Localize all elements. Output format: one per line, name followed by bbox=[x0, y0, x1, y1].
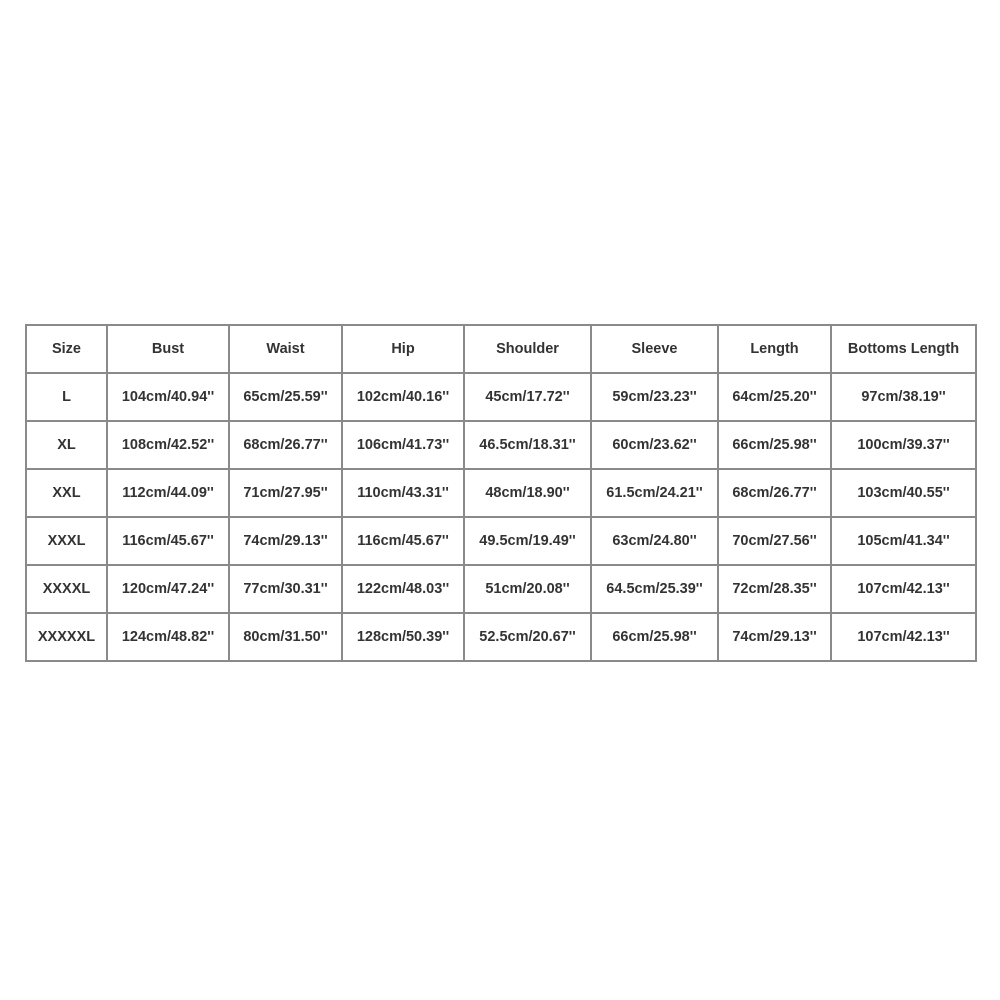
size-cell: XXXL bbox=[26, 517, 107, 565]
header-cell-length: Length bbox=[718, 325, 831, 373]
sleeve-cell: 60cm/23.62'' bbox=[591, 421, 718, 469]
shoulder-cell: 48cm/18.90'' bbox=[464, 469, 591, 517]
size-cell: XXL bbox=[26, 469, 107, 517]
header-cell-bottoms-length: Bottoms Length bbox=[831, 325, 976, 373]
hip-cell: 122cm/48.03'' bbox=[342, 565, 464, 613]
waist-cell: 65cm/25.59'' bbox=[229, 373, 342, 421]
sleeve-cell: 63cm/24.80'' bbox=[591, 517, 718, 565]
length-cell: 64cm/25.20'' bbox=[718, 373, 831, 421]
header-cell-shoulder: Shoulder bbox=[464, 325, 591, 373]
bottoms-length-cell: 107cm/42.13'' bbox=[831, 613, 976, 661]
size-cell: XXXXXL bbox=[26, 613, 107, 661]
size-cell: XL bbox=[26, 421, 107, 469]
shoulder-cell: 45cm/17.72'' bbox=[464, 373, 591, 421]
waist-cell: 71cm/27.95'' bbox=[229, 469, 342, 517]
waist-cell: 80cm/31.50'' bbox=[229, 613, 342, 661]
hip-cell: 102cm/40.16'' bbox=[342, 373, 464, 421]
length-cell: 74cm/29.13'' bbox=[718, 613, 831, 661]
header-row bbox=[26, 325, 976, 373]
bottoms-length-cell: 103cm/40.55'' bbox=[831, 469, 976, 517]
table-row bbox=[26, 421, 976, 469]
size-chart-table bbox=[25, 324, 977, 662]
header-cell-waist: Waist bbox=[229, 325, 342, 373]
hip-cell: 128cm/50.39'' bbox=[342, 613, 464, 661]
size-cell: L bbox=[26, 373, 107, 421]
bust-cell: 116cm/45.67'' bbox=[107, 517, 229, 565]
table-row bbox=[26, 565, 976, 613]
length-cell: 72cm/28.35'' bbox=[718, 565, 831, 613]
table-row bbox=[26, 373, 976, 421]
sleeve-cell: 61.5cm/24.21'' bbox=[591, 469, 718, 517]
hip-cell: 116cm/45.67'' bbox=[342, 517, 464, 565]
sleeve-cell: 66cm/25.98'' bbox=[591, 613, 718, 661]
bust-cell: 104cm/40.94'' bbox=[107, 373, 229, 421]
bust-cell: 124cm/48.82'' bbox=[107, 613, 229, 661]
size-cell: XXXXL bbox=[26, 565, 107, 613]
bottoms-length-cell: 105cm/41.34'' bbox=[831, 517, 976, 565]
sleeve-cell: 64.5cm/25.39'' bbox=[591, 565, 718, 613]
waist-cell: 77cm/30.31'' bbox=[229, 565, 342, 613]
header-cell-sleeve: Sleeve bbox=[591, 325, 718, 373]
sleeve-cell: 59cm/23.23'' bbox=[591, 373, 718, 421]
hip-cell: 106cm/41.73'' bbox=[342, 421, 464, 469]
bust-cell: 112cm/44.09'' bbox=[107, 469, 229, 517]
shoulder-cell: 49.5cm/19.49'' bbox=[464, 517, 591, 565]
table-row bbox=[26, 469, 976, 517]
shoulder-cell: 46.5cm/18.31'' bbox=[464, 421, 591, 469]
header-cell-bust: Bust bbox=[107, 325, 229, 373]
header-cell-hip: Hip bbox=[342, 325, 464, 373]
waist-cell: 68cm/26.77'' bbox=[229, 421, 342, 469]
header-cell-size: Size bbox=[26, 325, 107, 373]
bust-cell: 108cm/42.52'' bbox=[107, 421, 229, 469]
waist-cell: 74cm/29.13'' bbox=[229, 517, 342, 565]
bottoms-length-cell: 107cm/42.13'' bbox=[831, 565, 976, 613]
shoulder-cell: 51cm/20.08'' bbox=[464, 565, 591, 613]
shoulder-cell: 52.5cm/20.67'' bbox=[464, 613, 591, 661]
bust-cell: 120cm/47.24'' bbox=[107, 565, 229, 613]
table-row bbox=[26, 517, 976, 565]
length-cell: 68cm/26.77'' bbox=[718, 469, 831, 517]
bottoms-length-cell: 100cm/39.37'' bbox=[831, 421, 976, 469]
length-cell: 66cm/25.98'' bbox=[718, 421, 831, 469]
length-cell: 70cm/27.56'' bbox=[718, 517, 831, 565]
bottoms-length-cell: 97cm/38.19'' bbox=[831, 373, 976, 421]
hip-cell: 110cm/43.31'' bbox=[342, 469, 464, 517]
table-row bbox=[26, 613, 976, 661]
